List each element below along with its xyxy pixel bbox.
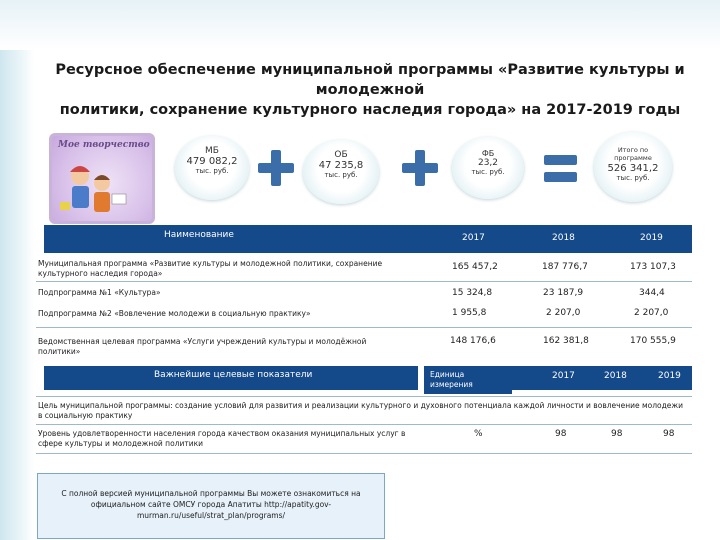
funding-row-3-2017: 1 955,8 [452, 308, 487, 318]
budget-value-ob: 47 235,8 [318, 160, 364, 171]
top-decor-shade [0, 0, 720, 50]
budget-bubble-ob [303, 140, 379, 204]
funding-header-year-2017: 2017 [462, 233, 485, 243]
funding-header-2019-cell [598, 225, 692, 253]
funding-row-3-2018: 2 207,0 [546, 308, 581, 318]
budget-value-mb: 479 082,2 [186, 156, 238, 167]
funding-row-2-2018: 23 187,9 [543, 288, 584, 298]
budget-bubble-mb [175, 136, 249, 200]
funding-header-year-2019: 2019 [640, 233, 663, 243]
funding-row-3-2019: 2 207,0 [634, 308, 669, 318]
funding-row-3-name: Подпрограмма №2 «Вовлечение молодежи в социальную практику» [38, 309, 311, 318]
indicator-row-1-name: Уровень удовлетворенности населения города качеством оказания муниципальных услуг в сфере культуры и молодежной политики [38, 429, 406, 448]
budget-value-fb: 23,2 [477, 158, 499, 168]
funding-row-2-2017: 15 324,8 [452, 288, 493, 298]
total-value: 526 341,2 [607, 163, 659, 174]
indicators-header-name: Важнейшие целевые показатели [154, 370, 313, 380]
indicator-row-1-2018: 98 [611, 429, 623, 439]
indicator-row-1-2019: 98 [663, 429, 675, 439]
plus-icon-2 [402, 150, 438, 186]
indicators-header-year-2017: 2017 [552, 371, 575, 381]
funding-row-4-2019: 170 555,9 [630, 336, 676, 346]
equals-icon [544, 155, 577, 183]
child-hair-2 [94, 175, 110, 180]
budget-unit-mb: тыс. руб. [195, 167, 229, 175]
child-hat-1 [70, 166, 90, 172]
indicator-row-1-unit: % [474, 429, 483, 439]
picture-caption: Мое творчество [58, 140, 150, 150]
title-line-1: Ресурсное обеспечение муниципальной программы «Развитие культуры и молодежной [55, 62, 685, 98]
funding-row-2-name: Подпрограмма №1 «Культура» [38, 288, 161, 297]
budget-unit-ob: тыс. руб. [324, 171, 358, 179]
child-body-1 [72, 186, 89, 208]
funding-row-divider [36, 281, 692, 282]
footer-line-1: С полной версией муниципальной программы Вы можете ознакомиться на [61, 489, 361, 498]
total-unit: тыс. руб. [616, 174, 650, 182]
footer-line-2: официальном сайте ОМСУ города Апатиты http://apatity.gov- [90, 500, 332, 509]
indicators-header-name-cell [44, 366, 418, 390]
budget-name-fb: ФБ [481, 149, 495, 158]
program-goal: Цель муниципальной программы: создание условий для развития и реализации культурного и духовного потенциала каждой личности и вовлечение молодежи в социальную практику [38, 401, 684, 420]
budget-bubble-total [594, 132, 672, 202]
footer-info-text [44, 488, 378, 521]
funding-header-2017-cell [418, 225, 508, 253]
indicators-header-unit-cell [424, 366, 512, 394]
budget-name-mb: МБ [205, 146, 219, 156]
indicators-header-2018-cell [590, 366, 646, 390]
book-icon [112, 194, 126, 204]
left-decor-gradient [0, 0, 34, 540]
indicators-header-unit: Единица измерения [430, 370, 473, 389]
page-title [40, 60, 700, 120]
funding-row-2-2019: 344,4 [639, 288, 665, 298]
funding-row-4-2017: 148 176,6 [450, 336, 496, 346]
indicator-row-1-2017: 98 [555, 429, 567, 439]
funding-row-4-name: Ведомственная целевая программа «Услуги учреждений культуры и молодёжной политики» [38, 337, 367, 356]
plus-icon-1 [258, 150, 294, 186]
indicators-header-year-2019: 2019 [658, 371, 681, 381]
footer-link[interactable]: murman.ru/useful/strat_plan/programs/ [136, 511, 286, 520]
child-body-2 [94, 192, 110, 212]
indicators-divider [36, 453, 692, 454]
title-line-2: политики, сохранение культурного наследия города» на 2017-2019 годы [59, 102, 681, 118]
funding-row-4-2018: 162 381,8 [543, 336, 589, 346]
funding-row-1-2017: 165 457,2 [452, 262, 498, 272]
funding-header-2018-cell [508, 225, 598, 253]
total-name: Итого по программе [614, 146, 652, 162]
toy-block-icon [60, 202, 70, 210]
funding-row-1-name: Муниципальная программа «Развитие культуры и молодежной политики, сохранение культурного наследия города» [38, 259, 383, 278]
budget-bubble-fb [452, 137, 524, 199]
funding-row-1-2019: 173 107,3 [630, 262, 676, 272]
indicators-divider [36, 424, 692, 425]
indicators-header-year-2018: 2018 [604, 371, 627, 381]
funding-row-divider [36, 327, 692, 328]
funding-header-name-cell [44, 225, 418, 253]
children-creativity-picture [49, 133, 155, 224]
budget-name-ob: ОБ [334, 150, 348, 160]
indicators-header-2019-cell [646, 366, 692, 390]
funding-row-1-2018: 187 776,7 [542, 262, 588, 272]
funding-header-year-2018: 2018 [552, 233, 575, 243]
budget-unit-fb: тыс. руб. [471, 168, 505, 176]
funding-header-name: Наименование [164, 230, 234, 240]
indicators-divider [36, 396, 692, 397]
indicators-header-2017-cell [512, 366, 590, 390]
